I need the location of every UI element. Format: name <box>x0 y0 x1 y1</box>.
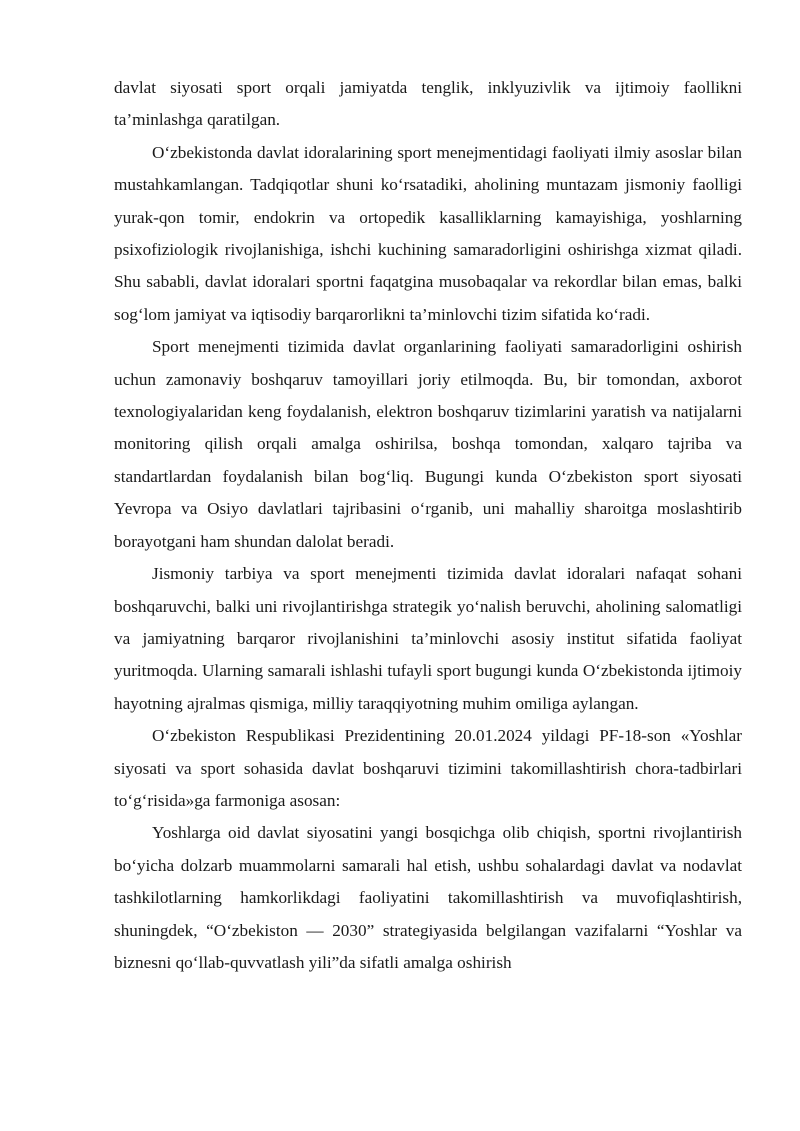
paragraph-presidential-decree: O‘zbekiston Respublikasi Prezidentining 20.01.2024 yildagi PF-18-son «Yoshlar siyosati va sport sohasida davlat boshqaruvi tizimini takomillashtirish chora-tadbirlari to‘g‘risida»ga farmoniga asosan: <box>114 726 742 810</box>
paragraph-management-principles: Sport menejmenti tizimida davlat organlarining faoliyati samaradorligini oshirish uchun zamonaviy boshqaruv tamoyillari joriy etilmoqda. Bu, bir tomondan, axborot texnologiyalaridan keng foydalanish, elektron boshqaruv tizimlarini yaratish va natijalarni monitoring qilish orqali amalga oshirilsa, boshqa tomondan, xalqaro tajriba va standartlardan foydalanish bilan bog‘liq. Bugungi kunda O‘zbekiston sport siyosati Yevropa va Osiyo davlatlari tajribasini o‘rganib, uni mahalliy sharoitga moslashtirib borayotgani ham shundan dalolat beradi. <box>114 337 742 551</box>
document-page <box>114 72 742 979</box>
paragraph-continuation: davlat siyosati sport orqali jamiyatda tenglik, inklyuzivlik va ijtimoiy faollikni ta’minlashga qaratilgan. <box>114 78 742 130</box>
paragraph-youth-policy: Yoshlarga oid davlat siyosatini yangi bosqichga olib chiqish, sportni rivojlantirish bo‘yicha dolzarb muammolarni samarali hal etish, ushbu sohalardagi davlat va nodavlat tashkilotlarning hamkorlikdagi faoliyatini takomillashtirish va muvofiqlashtirish, shuningdek, “O‘zbekiston — 2030” strategiyasida belgilangan vazifalarni “Yoshlar va biznesni qo‘llab-quvvatlash yili”da sifatli amalga oshirish <box>114 823 742 972</box>
paragraph-state-bodies-role: Jismoniy tarbiya va sport menejmenti tizimida davlat idoralari nafaqat sohani boshqaruvchi, balki uni rivojlantirishga strategik yo‘nalish beruvchi, aholining salomatligi va jamiyatning barqaror rivojlanishini ta’minlovchi asosiy institut sifatida faoliyat yuritmoqda. Ularning samarali ishlashi tufayli sport bugungi kunda O‘zbekistonda ijtimoiy hayotning ajralmas qismiga, milliy taraqqiyotning muhim omiliga aylangan. <box>114 564 742 713</box>
paragraph-scientific-basis: O‘zbekistonda davlat idoralarining sport menejmentidagi faoliyati ilmiy asoslar bilan mustahkamlangan. Tadqiqotlar shuni ko‘rsatadiki, aholining muntazam jismoniy faolligi yurak-qon tomir, endokrin va ortopedik kasalliklarning kamayishiga, yoshlarning psixofiziologik rivojlanishiga, ishchi kuchining samaradorligini oshirishga xizmat qiladi. Shu sababli, davlat idoralari sportni faqatgina musobaqalar va rekordlar bilan emas, balki sog‘lom jamiyat va iqtisodiy barqarorlikni ta’minlovchi tizim sifatida ko‘radi. <box>114 142 742 324</box>
